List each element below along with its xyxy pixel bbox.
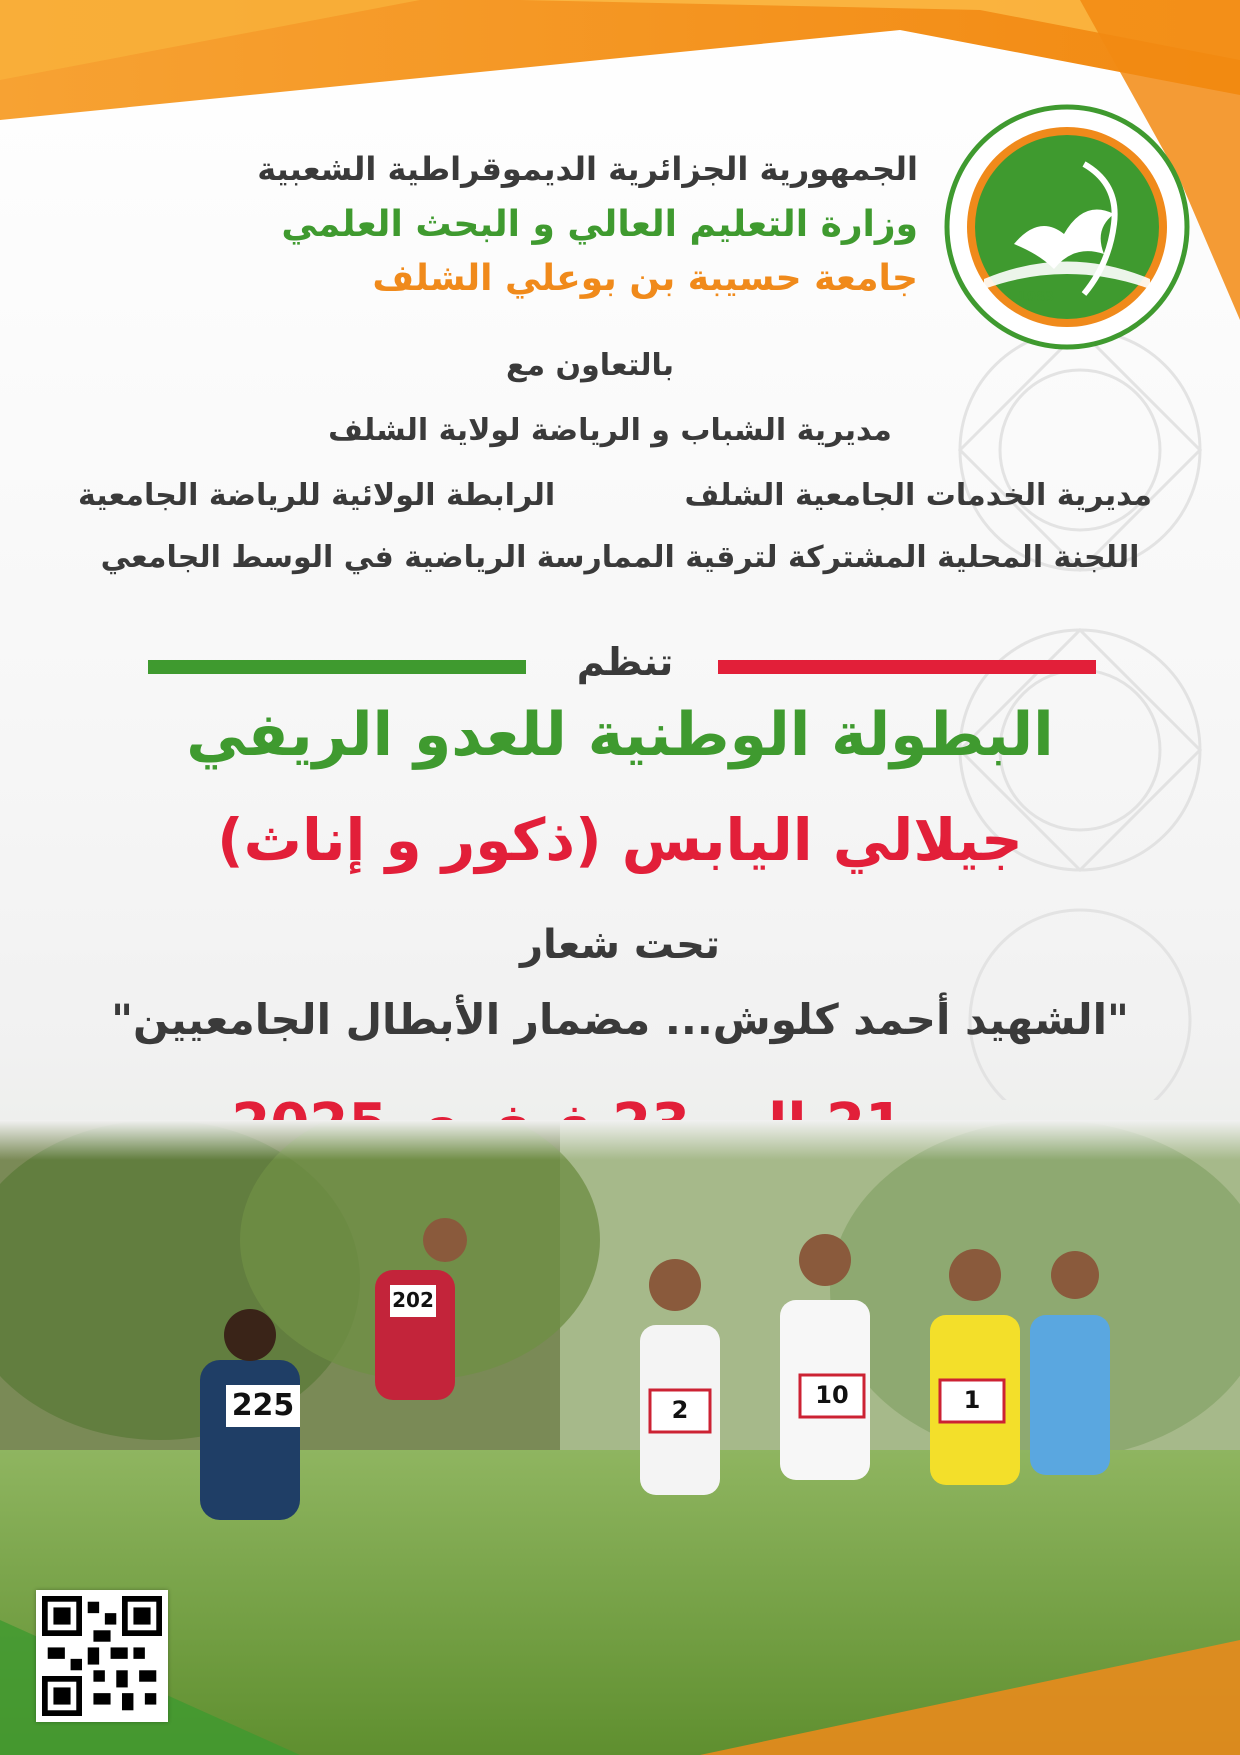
runners-photo (0, 1120, 1240, 1755)
red-divider (718, 660, 1096, 674)
logo-year: 1983 (1018, 290, 1055, 305)
partner-joint-committee: اللجنة المحلية المشتركة لترقية الممارسة الرياضية في الوسط الجامعي (100, 540, 1140, 575)
green-divider (148, 660, 526, 674)
bib-225: 225 (231, 1388, 295, 1423)
partner-university-sports-league: الرابطة الولائية للرياضة الجامعية (78, 478, 556, 513)
cooperation-intro: بالتعاون مع (505, 348, 674, 383)
bib-202: 202 (392, 1288, 434, 1312)
bib-2: 2 (671, 1396, 689, 1424)
slogan-text: "الشهيد أحمد كلوش... مضمار الأبطال الجامعيين" (111, 995, 1129, 1044)
university-logo (944, 104, 1190, 350)
organizes-label: تنظم (576, 640, 674, 684)
bib-10: 10 (815, 1381, 849, 1409)
university-name: جامعة حسيبة بن بوعلي الشلف (372, 258, 918, 299)
partner-university-services: مديرية الخدمات الجامعية الشلف (684, 478, 1152, 513)
event-subtitle: جيلالي اليابس (ذكور و إناث) (217, 806, 1023, 874)
qr-code[interactable] (36, 1590, 168, 1722)
event-title: البطولة الوطنية للعدو الريفي (186, 700, 1054, 770)
partner-youth-sports: مديرية الشباب و الرياضة لولاية الشلف (328, 413, 892, 448)
slogan-intro: تحت شعار (519, 922, 721, 968)
republic-name: الجمهورية الجزائرية الديموقراطية الشعبية (257, 150, 918, 188)
ministry-name: وزارة التعليم العالي و البحث العلمي (281, 204, 918, 245)
bib-1: 1 (963, 1386, 981, 1414)
